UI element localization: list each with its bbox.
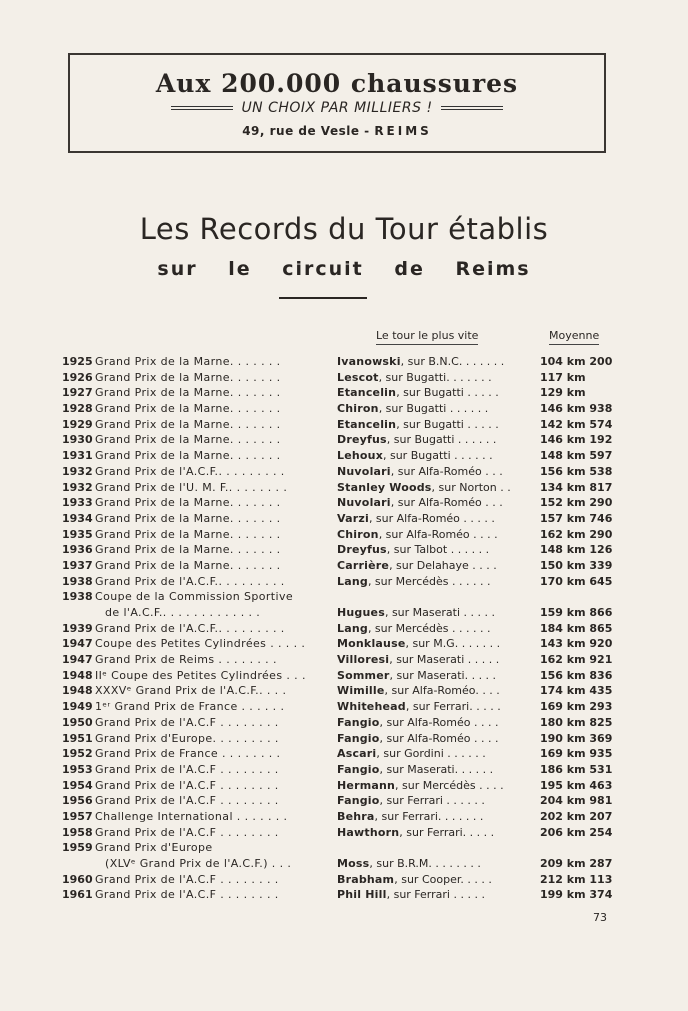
- record-event: Grand Prix de la Marne. . . . . . .: [95, 370, 281, 384]
- ad-address: 49, rue de Vesle -: [242, 124, 375, 138]
- record-car: , sur Mercédès . . . .: [395, 778, 504, 792]
- record-car: , sur Mercédès . . . . . .: [367, 574, 491, 588]
- record-driver: Stanley Woods: [337, 480, 432, 494]
- record-event: Grand Prix d'Europe: [95, 841, 213, 855]
- record-car: , sur M.G. . . . . . .: [405, 637, 501, 651]
- record-speed: 209 km 287: [540, 857, 613, 871]
- record-speed: 212 km 113: [540, 872, 613, 886]
- record-speed: 180 km 825: [540, 715, 613, 729]
- record-driver: Dreyfus: [337, 543, 387, 557]
- record-year: 1937: [62, 558, 93, 572]
- record-speed: 150 km 339: [540, 558, 613, 572]
- record-speed: 156 km 836: [540, 668, 613, 682]
- record-event: Grand Prix de la Marne. . . . . . .: [95, 386, 281, 400]
- record-driver-car: [337, 683, 527, 699]
- record-driver-car: [337, 746, 527, 762]
- record-driver-car: [337, 370, 527, 386]
- record-row: [62, 731, 622, 747]
- record-speed: 170 km 645: [540, 574, 613, 588]
- page-title: Les Records du Tour établis: [139, 212, 549, 246]
- record-driver-car: [337, 809, 527, 825]
- record-car: , sur Maserati . . . . .: [384, 606, 495, 619]
- record-year: 1929: [62, 417, 93, 431]
- record-event: Grand Prix de la Marne. . . . . . .: [95, 402, 281, 416]
- record-year: 1961: [62, 888, 93, 902]
- record-row: [62, 589, 622, 620]
- record-car: , sur Delahaye . . . .: [389, 558, 497, 572]
- record-driver-car: [337, 448, 527, 464]
- records-table: [62, 354, 622, 903]
- record-speed: 184 km 865: [540, 621, 613, 635]
- record-driver-car: [337, 715, 527, 731]
- record-car: , sur Maserati. . . . . .: [379, 762, 494, 776]
- record-speed: 162 km 921: [540, 653, 613, 667]
- record-driver: Hermann: [337, 778, 396, 792]
- record-driver: Lehoux: [337, 449, 383, 463]
- record-speed: 190 km 369: [540, 731, 613, 745]
- record-year: 1956: [62, 794, 93, 808]
- record-driver: Whitehead: [337, 700, 406, 714]
- record-car: , sur Ferrari . . . . . .: [379, 794, 485, 808]
- record-speed: 148 km 597: [540, 449, 613, 463]
- record-event: Grand Prix de l'A.C.F . . . . . . . .: [95, 872, 279, 886]
- record-speed: 159 km 866: [540, 606, 613, 619]
- record-driver-car: [337, 495, 527, 511]
- record-row: [62, 715, 622, 731]
- advertisement-box: [68, 53, 606, 153]
- record-driver-car: [337, 778, 527, 794]
- record-row: [62, 778, 622, 794]
- record-car: , sur B.R.M. . . . . . . .: [369, 857, 481, 871]
- record-event: Grand Prix de l'A.C.F . . . . . . . .: [95, 715, 279, 729]
- record-event: Grand Prix de l'A.C.F . . . . . . . .: [95, 888, 279, 902]
- record-year: 1960: [62, 872, 93, 886]
- record-row: [62, 652, 622, 668]
- record-event: Grand Prix d'Europe. . . . . . . . .: [95, 731, 279, 745]
- record-car: , sur Maserati . . . . .: [389, 653, 500, 667]
- record-row: [62, 621, 622, 637]
- record-event: Grand Prix de France . . . . . . . .: [95, 747, 281, 761]
- record-driver: Sommer: [337, 668, 390, 682]
- record-speed: 156 km 538: [540, 464, 613, 478]
- record-event: Grand Prix de la Marne. . . . . . .: [95, 355, 281, 368]
- record-car: , sur Bugatti . . . . . .: [386, 433, 497, 447]
- record-speed: 204 km 981: [540, 794, 613, 808]
- record-event: Grand Prix de Reims . . . . . . . .: [95, 653, 277, 667]
- record-driver-car: [337, 793, 527, 809]
- record-event: Grand Prix de l'A.C.F . . . . . . . .: [95, 762, 279, 776]
- record-row: [62, 699, 622, 715]
- record-driver: Etancelin: [337, 386, 397, 400]
- record-driver-car: [337, 872, 527, 888]
- record-event: XXXVᵉ Grand Prix de l'A.C.F.. . . .: [95, 684, 287, 698]
- record-car: , sur Bugatti . . . . .: [396, 386, 499, 400]
- record-car: , sur Alfa-Roméo . . .: [390, 496, 503, 510]
- record-car: , sur Ferrari. . . . .: [405, 700, 501, 714]
- record-driver: Hawthorn: [337, 825, 400, 839]
- record-driver: Lang: [337, 621, 368, 635]
- record-driver-car: [337, 652, 527, 668]
- record-row: [62, 385, 622, 401]
- record-year: 1927: [62, 386, 93, 400]
- record-driver-car: [337, 668, 527, 684]
- record-year: 1925: [62, 355, 93, 368]
- record-driver: Varzi: [337, 511, 369, 525]
- record-car: , sur Maserati. . . . .: [389, 668, 497, 682]
- record-speed: 134 km 817: [540, 480, 613, 494]
- record-driver: Phil Hill: [337, 888, 387, 902]
- record-row: [62, 762, 622, 778]
- record-car: , sur Alfa-Roméo. . . .: [384, 684, 500, 698]
- record-row: [62, 417, 622, 433]
- record-driver-car: [337, 511, 527, 527]
- column-header-average: Moyenne: [549, 329, 599, 345]
- record-driver-car: [337, 605, 527, 621]
- record-speed: 157 km 746: [540, 511, 613, 525]
- record-event: Coupe des Petites Cylindrées . . . . .: [95, 637, 306, 651]
- record-driver-car: [337, 527, 527, 543]
- record-driver-car: [337, 385, 527, 401]
- record-event: Grand Prix de l'A.C.F . . . . . . . .: [95, 825, 279, 839]
- record-event-line2: de l'A.C.F.. . . . . . . . . . . . .: [105, 606, 261, 619]
- record-row: [62, 746, 622, 762]
- record-year: 1953: [62, 762, 93, 776]
- record-row: [62, 825, 622, 841]
- record-car: , sur Cooper. . . . .: [394, 872, 492, 886]
- record-car: , sur Ferrari. . . . .: [399, 825, 495, 839]
- record-row: [62, 495, 622, 511]
- record-year: 1935: [62, 527, 93, 541]
- record-year: 1949: [62, 700, 93, 714]
- record-row: [62, 527, 622, 543]
- record-event-line2: (XLVᵉ Grand Prix de l'A.C.F.) . . .: [105, 857, 292, 871]
- record-speed: 104 km 200: [540, 355, 613, 368]
- record-driver: Chiron: [337, 402, 379, 416]
- record-speed: 117 km: [540, 370, 586, 384]
- record-driver: Nuvolari: [337, 464, 391, 478]
- record-driver: Chiron: [337, 527, 379, 541]
- ad-address-line: [70, 124, 604, 138]
- record-driver-car: [337, 825, 527, 841]
- record-driver: Lescot: [337, 370, 379, 384]
- record-driver: Monklause: [337, 637, 406, 651]
- record-driver: Nuvolari: [337, 496, 391, 510]
- record-event: Grand Prix de la Marne. . . . . . .: [95, 543, 281, 557]
- record-year: 1947: [62, 637, 93, 651]
- record-speed: 206 km 254: [540, 825, 613, 839]
- record-event: Grand Prix de la Marne. . . . . . .: [95, 511, 281, 525]
- ad-subtitle-row: [70, 100, 604, 116]
- record-driver: Carrière: [337, 558, 390, 572]
- record-speed: 146 km 192: [540, 433, 613, 447]
- record-year: 1952: [62, 747, 93, 761]
- record-year: 1951: [62, 731, 93, 745]
- record-driver-car: [337, 542, 527, 558]
- ad-rule-left: [171, 106, 233, 110]
- record-year: 1936: [62, 543, 93, 557]
- record-driver: Wimille: [337, 684, 385, 698]
- record-event: Grand Prix de la Marne. . . . . . .: [95, 527, 281, 541]
- record-car: , sur Bugatti. . . . . . .: [378, 370, 492, 384]
- ad-city: REIMS: [374, 124, 432, 138]
- record-year: 1939: [62, 621, 93, 635]
- record-event: Grand Prix de l'A.C.F.. . . . . . . . .: [95, 621, 285, 635]
- record-event: Challenge International . . . . . . .: [95, 809, 288, 823]
- record-driver: Hugues: [337, 606, 385, 619]
- record-car: , sur Gordini . . . . . .: [376, 747, 486, 761]
- record-speed: 195 km 463: [540, 778, 613, 792]
- record-row: [62, 370, 622, 386]
- record-driver: Ascari: [337, 747, 377, 761]
- record-event: Grand Prix de la Marne. . . . . . .: [95, 496, 281, 510]
- record-driver: Behra: [337, 809, 375, 823]
- record-row: [62, 840, 622, 871]
- page-number: 73: [593, 911, 607, 924]
- record-driver-car: [337, 401, 527, 417]
- column-header-fastest-lap: Le tour le plus vite: [376, 329, 478, 345]
- record-driver-car: [337, 417, 527, 433]
- record-speed: 148 km 126: [540, 543, 613, 557]
- record-event: Grand Prix de l'A.C.F . . . . . . . .: [95, 778, 279, 792]
- page-subtitle: sur le circuit de Reims: [157, 258, 531, 280]
- record-year: 1934: [62, 511, 93, 525]
- record-year: 1930: [62, 433, 93, 447]
- record-driver-car: [337, 621, 527, 637]
- record-event: Grand Prix de la Marne. . . . . . .: [95, 449, 281, 463]
- record-year: 1932: [62, 480, 93, 494]
- record-driver-car: [337, 887, 527, 903]
- record-speed: 129 km: [540, 386, 586, 400]
- record-driver-car: [337, 464, 527, 480]
- ad-subtitle: UN CHOIX PAR MILLIERS !: [241, 100, 433, 116]
- record-car: , sur Ferrari. . . . . . .: [374, 809, 484, 823]
- ad-rule-right: [441, 106, 503, 110]
- record-row: [62, 448, 622, 464]
- record-speed: 174 km 435: [540, 684, 613, 698]
- record-car: , sur Alfa-Roméo . . . . .: [368, 511, 495, 525]
- record-car: , sur Talbot . . . . . .: [386, 543, 490, 557]
- record-year: 1957: [62, 809, 93, 823]
- record-driver: Fangio: [337, 794, 380, 808]
- record-row: [62, 636, 622, 652]
- record-driver-car: [337, 574, 527, 590]
- record-year: 1931: [62, 449, 93, 463]
- record-speed: 142 km 574: [540, 417, 613, 431]
- record-car: , sur Bugatti . . . . . .: [382, 449, 493, 463]
- record-speed: 162 km 290: [540, 527, 613, 541]
- record-row: [62, 511, 622, 527]
- record-driver: Dreyfus: [337, 433, 387, 447]
- title-rule: [279, 297, 367, 299]
- record-year: 1948: [62, 668, 93, 682]
- record-speed: 202 km 207: [540, 809, 613, 823]
- record-driver: Brabham: [337, 872, 395, 886]
- record-car: , sur Bugatti . . . . .: [396, 417, 499, 431]
- record-driver-car: [337, 762, 527, 778]
- record-speed: 186 km 531: [540, 762, 613, 776]
- record-driver: Lang: [337, 574, 368, 588]
- record-row: [62, 480, 622, 496]
- record-row: [62, 354, 622, 370]
- record-driver-car: [337, 856, 527, 872]
- record-row: [62, 432, 622, 448]
- record-row: [62, 872, 622, 888]
- record-driver: Etancelin: [337, 417, 397, 431]
- record-event: Grand Prix de la Marne. . . . . . .: [95, 433, 281, 447]
- record-event: 1ᵉʳ Grand Prix de France . . . . . .: [95, 700, 285, 714]
- ad-title: Aux 200.000 chaussures: [155, 69, 519, 98]
- record-year: 1938: [62, 590, 93, 604]
- record-row: [62, 401, 622, 417]
- record-year: 1932: [62, 464, 93, 478]
- record-year: 1959: [62, 841, 93, 855]
- record-speed: 169 km 293: [540, 700, 613, 714]
- record-year: 1947: [62, 653, 93, 667]
- record-row: [62, 558, 622, 574]
- record-year: 1958: [62, 825, 93, 839]
- record-row: [62, 793, 622, 809]
- record-year: 1928: [62, 402, 93, 416]
- record-row: [62, 668, 622, 684]
- record-car: , sur Bugatti . . . . . .: [378, 402, 489, 416]
- record-driver-car: [337, 432, 527, 448]
- record-driver: Moss: [337, 857, 370, 871]
- record-speed: 143 km 920: [540, 637, 613, 651]
- record-car: , sur B.N.C. . . . . . .: [400, 355, 505, 368]
- record-car: , sur Alfa-Roméo . . . .: [378, 527, 498, 541]
- record-driver-car: [337, 731, 527, 747]
- record-driver: Ivanowski: [337, 355, 401, 368]
- record-driver-car: [337, 699, 527, 715]
- record-driver-car: [337, 354, 527, 370]
- record-driver: Fangio: [337, 715, 380, 729]
- record-year: 1926: [62, 370, 93, 384]
- record-speed: 152 km 290: [540, 496, 613, 510]
- record-driver-car: [337, 558, 527, 574]
- record-row: [62, 683, 622, 699]
- record-event: Grand Prix de l'A.C.F . . . . . . . .: [95, 794, 279, 808]
- record-car: , sur Alfa-Roméo . . . .: [379, 715, 499, 729]
- record-year: 1950: [62, 715, 93, 729]
- record-driver: Villoresi: [337, 653, 390, 667]
- record-row: [62, 542, 622, 558]
- record-speed: 146 km 938: [540, 402, 613, 416]
- record-row: [62, 464, 622, 480]
- record-event: Grand Prix de la Marne. . . . . . .: [95, 417, 281, 431]
- record-car: , sur Alfa-Roméo . . . .: [379, 731, 499, 745]
- record-year: 1933: [62, 496, 93, 510]
- record-car: , sur Norton . .: [431, 480, 511, 494]
- record-car: , sur Alfa-Roméo . . .: [390, 464, 503, 478]
- record-driver-car: [337, 480, 527, 496]
- record-year: 1948: [62, 684, 93, 698]
- record-driver: Fangio: [337, 762, 380, 776]
- record-event: Grand Prix de l'U. M. F.. . . . . . . .: [95, 480, 288, 494]
- record-row: [62, 574, 622, 590]
- record-car: , sur Ferrari . . . . .: [386, 888, 485, 902]
- record-row: [62, 809, 622, 825]
- record-event: Grand Prix de la Marne. . . . . . .: [95, 558, 281, 572]
- record-year: 1954: [62, 778, 93, 792]
- record-event: Grand Prix de l'A.C.F.. . . . . . . . .: [95, 464, 285, 478]
- record-event: IIᵉ Coupe des Petites Cylindrées . . .: [95, 668, 306, 682]
- record-event: Grand Prix de l'A.C.F.. . . . . . . . .: [95, 574, 285, 588]
- record-event: Coupe de la Commission Sportive: [95, 590, 294, 604]
- record-row: [62, 887, 622, 903]
- record-driver: Fangio: [337, 731, 380, 745]
- record-speed: 169 km 935: [540, 747, 613, 761]
- record-year: 1938: [62, 574, 93, 588]
- record-driver-car: [337, 636, 527, 652]
- record-car: , sur Mercédès . . . . . .: [367, 621, 491, 635]
- record-speed: 199 km 374: [540, 888, 613, 902]
